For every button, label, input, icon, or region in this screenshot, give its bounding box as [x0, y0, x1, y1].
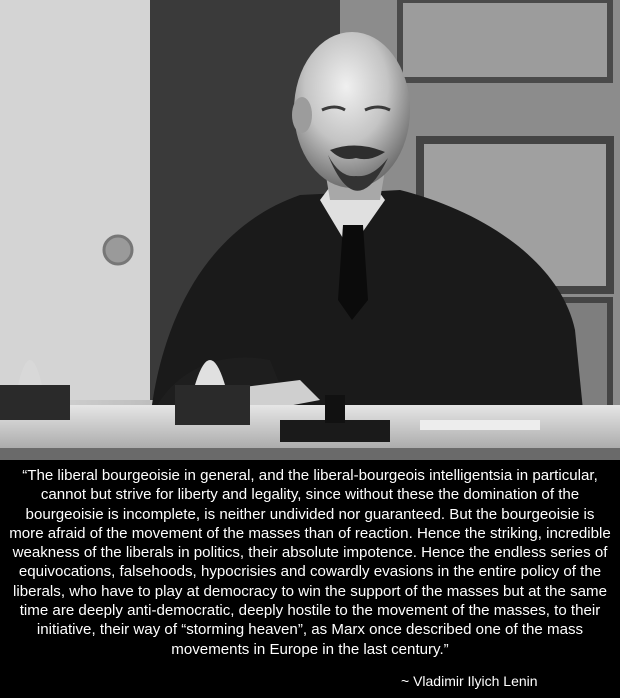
- quote-text: “The liberal bourgeoisie in general, and the liberal-bourgeois intelligentsia in particular, cannot but strive for liberty and legality, since without these the domination of the bourgeoisie is incomplete, is neither undivided nor guaranteed. But the bourgeoisie is more afraid of the movement of the masses than of reaction. Hence the striking, incredible weakness of the liberals in politics, their absolute impotence. Hence the endless series of equivocations, falsehoods, hypocrisies and cowardly evasions in the entire policy of the liberals, who have to play at democracy to win the support of the masses but at the same time are deeply anti-democratic, deeply hostile to the movement of the masses, to their initiative, their way of “storming heaven”, as Marx once described one of the mass movements in Europe in the last century.”: [9, 467, 611, 658]
- quote-attribution: ~ Vladimir Ilyich Lenin: [401, 673, 538, 689]
